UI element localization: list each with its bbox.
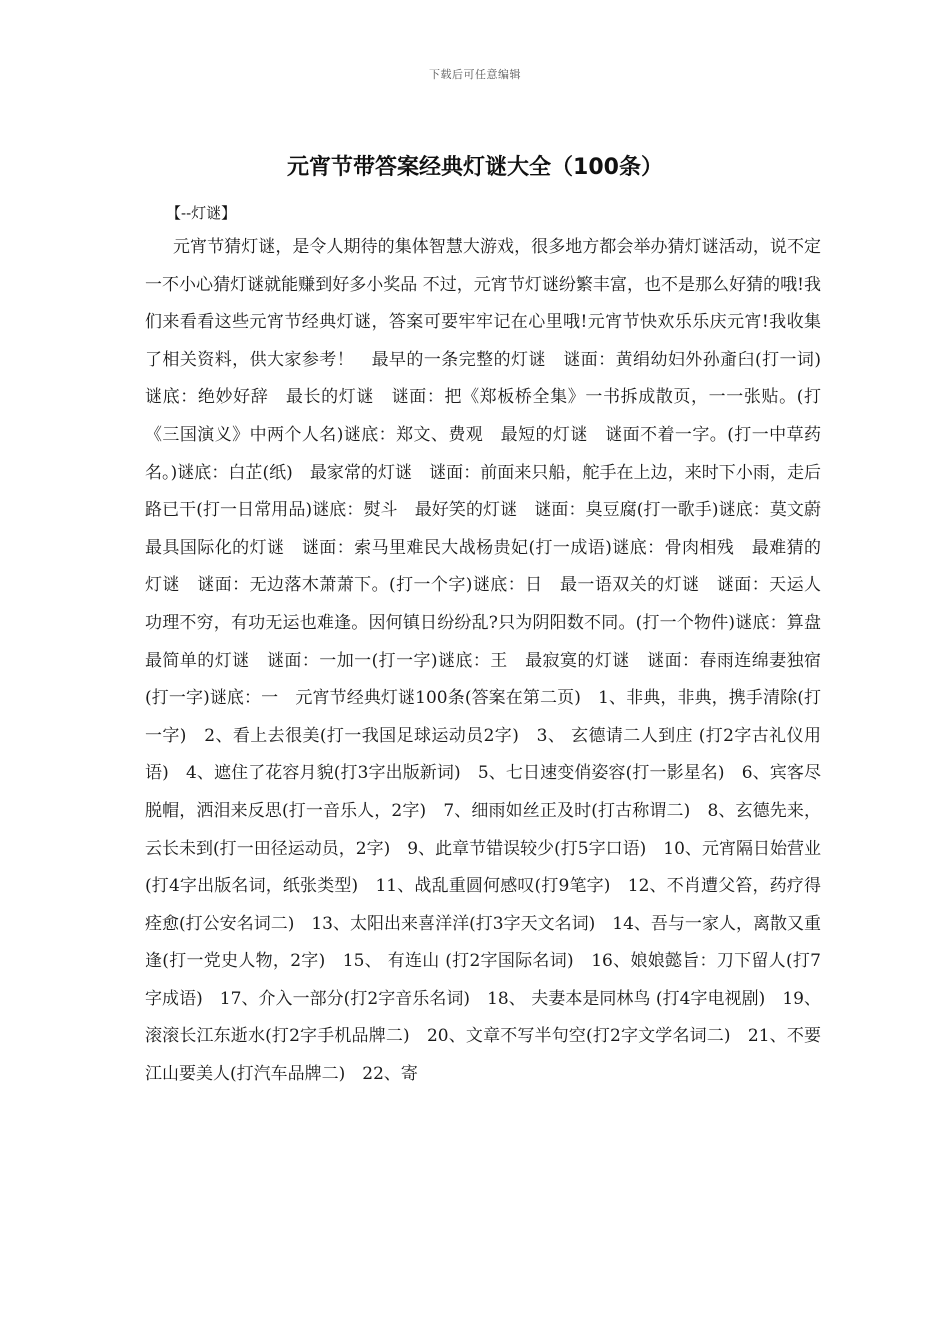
section-label: 【--灯谜】 <box>166 204 237 222</box>
body-paragraph: 元宵节猜灯谜，是令人期待的集体智慧大游戏，很多地方都会举办猜灯谜活动，说不定一不小心猜灯谜就能赚到好多小奖品 不过，元宵节灯谜纷繁丰富，也不是那么好猜的哦!我们来看看这些元宵节经典灯谜，答案可要牢牢记在心里哦!元宵节快欢乐乐庆元宵!我收集了相关资料，供大家参考！ 最早的一条完整的灯谜 谜面：黄绢幼妇外孙齑臼(打一词)谜底：绝妙好辞 最长的灯谜 谜面：把《郑板桥全集》一书拆成散页，一一张贴。(打《三国演义》中两个人名)谜底：郑文、费观 最短的灯谜 谜面不着一字。(打一中草药名。)谜底：白芷(纸) 最家常的灯谜 谜面：前面来只船，舵手在上边，来时下小雨，走后路已干(打一日常用品)谜底：熨斗 最好笑的灯谜 谜面：臭豆腐(打一歌手)谜底：莫文蔚 最具国际化的灯谜 谜面：索马里难民大战杨贵妃(打一成语)谜底：骨肉相残 最难猜的灯谜 谜面：无边落木萧萧下。(打一个字)谜底：日 最一语双关的灯谜 谜面：天运人功理不穷，有功无运也难逢。因何镇日纷纷乱?只为阴阳数不同。(打一个物件)谜底：算盘 最简单的灯谜 谜面：一加一(打一字)谜底：王 最寂寞的灯谜 谜面：春雨连绵妻独宿(打一字)谜底：一 元宵节经典灯谜100条(答案在第二页) 1、非典，非典，携手清除(打一字) 2、看上去很美(打一我国足球运动员2字) 3、 玄德请二人到庄 (打2字古礼仪用语) 4、遮住了花容月貌(打3字出版新词) 5、七日速变俏姿容(打一影星名) 6、宾客尽脱帽，洒泪来反思(打一音乐人，2字) 7、细雨如丝正及时(打古称谓二) 8、玄德先来，云长未到(打一田径运动员，2字) 9、此章节错误较少(打5字口语) 10、元宵隔日始营业(打4字出版名词，纸张类型) 11、战乱重圆何感叹(打9笔字) 12、不肖遭父笞，药疗得痊愈(打公安名词二) 13、太阳出来喜洋洋(打3字天文名词) 14、吾与一家人，离散又重逢(打一党史人物，2字) 15、 有连山 (打2字国际名词) 16、娘娘懿旨：刀下留人(打7字成语) 17、介入一部分(打2字音乐名词) 18、 夫妻本是同林鸟 (打4字电视剧) 19、滚滚长江东逝水(打2字手机品牌二) 20、文章不写半句空(打2字文学名词二) 21、不要江山要美人(打汽车品牌二) 22、寄 <box>145 237 838 1085</box>
document-title: 元宵节带答案经典灯谜大全（100条） <box>287 155 663 180</box>
header-note: 下载后可任意编辑 <box>429 68 521 81</box>
